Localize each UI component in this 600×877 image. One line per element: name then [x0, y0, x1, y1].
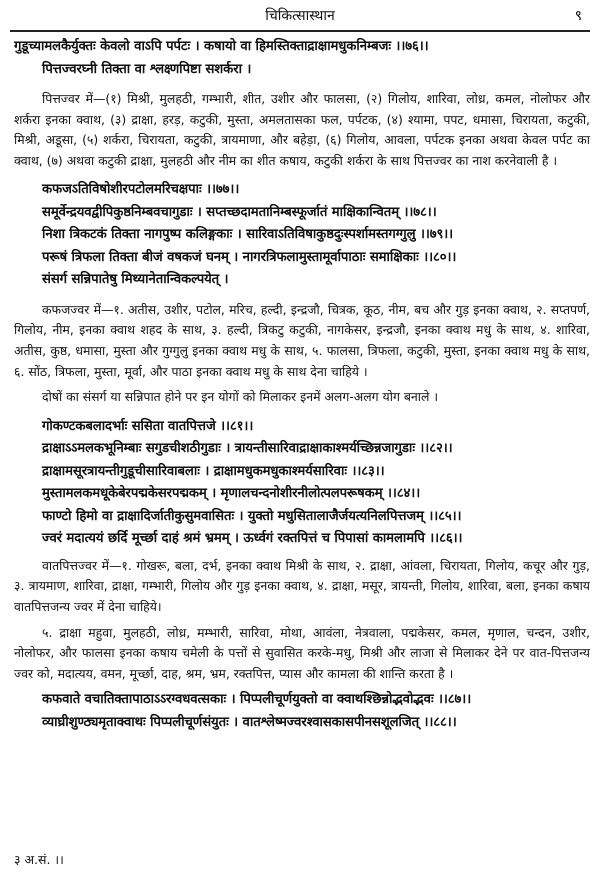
- commentary-paragraph: ५. द्राक्षा महुवा, मुलहठी, लोध्र, मम्भारी, सारिवा, मोथा, आवंला, नेत्रवाला, पद्मकेसर, कमल, मृणाल, चन्दन, उशीर, नोलोफर, और फालसा इनका कषाय चमेली के पत्तों से सुवासित करके-मधु, मिश्री और लाजा से मिलाकर देने पर वात-पित्तजन्य ज्वर को, मदात्यय, वमन, मूर्च्छा, दाह, श्रम, भ्रम, रक्तपित्त, प्यास और कामला की शान्ति करता है ।: [14, 624, 590, 681]
- verse-line: निशा त्रिकटकं तिक्ता नागपुष्प कलिङ्गकाः । सारिवाऽतिविषाकुष्ठदुःस्पर्शामस्तगग्गुलु ।।७९।।: [42, 227, 454, 243]
- verse-line: परूषं त्रिफला तिक्ता बीजं वषकजं घनम् । नागरत्रिफलामुस्तामूर्वापाठाः समाक्षिकाः ।।८०।।: [42, 249, 457, 265]
- header-rule: [10, 30, 590, 32]
- verse-line: व्याघ्रीशुण्ठ्यमृताक्वाथः पिप्पलीचूर्णसंयुतः । वातश्लेष्मज्वरश्वासकासपीनसशूलजित् ।।८८।।: [42, 714, 457, 730]
- verse-line: गोकण्टकबलादर्भाः ससिता वातपित्तजे ।।८१।।: [42, 418, 254, 434]
- verse-line: ज्वरं मदात्ययं छर्दि मूर्च्छा दाहं श्रमं भ्रमम् । ऊर्ध्वगं रक्तपित्तं च पिपासां कामलामपि ।।८६।।: [42, 531, 463, 547]
- verse-line: संसर्ग सन्निपातेषु मिथ्यानेतान्विकल्पयेत् ।: [42, 272, 229, 288]
- verse-line: द्राक्षाऽऽमलकभूनिम्बाः सगुडचीशठीगुडाः । त्रायन्तीसारिवाद्राक्षाकाश्मर्यच्छिन्नजागुडाः ।।८२।।: [42, 441, 453, 457]
- chapter-title: चिकित्सास्थान: [265, 8, 335, 24]
- verse-line: फाण्टो हिमो वा द्राक्षादिर्जातीकुसुमवासितः । युक्तो मधुसितालाजैर्जयत्यनिलपित्तजम् ।।८५।।: [42, 508, 462, 524]
- verse-line: मुस्तामलकमधूकेबेरपद्मकेसरपद्मकम् । मृणालचन्दनोशीरनीलोत्पलपरूषकम् ।।८४।।: [42, 486, 421, 502]
- page-header: [0, 4, 600, 30]
- commentary-paragraph: वातपित्तज्वर में—१. गोखरू, बला, दर्भ, इनका क्वाथ मिश्री के साथ, २. द्राक्षा, आंवला, चिरायता, गिलोय, कचूर और गुड़, ३. त्रायमाण, शारिवा, द्राक्षा, गम्भारी, गिलोय और गुड़ इनका क्वाथ, ४. द्राक्षा, मसूर, त्रायन्ती, गिलोय, शारिवा, बला, इनका कषाय वातपित्तजन्य ज्वर में देना चाहिये।: [14, 557, 590, 615]
- commentary-paragraph: दोषों का संसर्ग या सन्निपात होने पर इन योगों को मिलाकर इनमें अलग-अलग योग बनाले ।: [42, 389, 439, 405]
- verse-line: कफवाते वचातिक्तापाठाऽऽरग्वधवत्सकाः । पिप्पलीचूर्णयुक्तो वा क्वाथश्छिन्नोद्भवोद्भवः ।।८७।।: [42, 692, 472, 708]
- verse-line: कफजऽतिविषोशीरपटोलमरिचक्षपाः ।।७७।।: [42, 182, 240, 198]
- footer-note: ३ अ.सं. ।।: [14, 852, 64, 867]
- verse-line: द्राक्षामसूरत्रायन्तीगुडूचीसारिवाबलाः । द्राक्षामधुकमधुकाश्मर्यसारिवाः ।।८३।।: [42, 463, 385, 479]
- commentary-paragraph: पित्तज्वर में—(१) मिश्री, मुलहठी, गम्भारी, शीत, उशीर और फालसा, (२) गिलोय, शारिवा, लोध्र, कमल, नोलोफर और शर्करा इनका क्वाथ, (३) द्राक्षा, हरड़, कटुकी, मुस्ता, अमलतासका फल, पर्पटक, (४) श्यामा, पपट, धमासा, चिरायता, कटुकी, मिश्री, अडूसा, (५) शर्करा, चिरायता, कटुकी, त्रायमाणा, और बहेड़ा, (६) गिलोय, आवला, पर्पटक इनका अथवा केवल पर्पट का क्वाथ, (७) अथवा कटुकी द्राक्षा, मुलहठी और नीम का शीत कषाय, कटुकी शर्करा के साथ पित्तज्वर का नाश करनेवाली है ।: [14, 91, 590, 168]
- verse-line: समूर्वेन्द्रयवद्वीपिकुष्ठनिम्बवचागुडाः । सप्तच्छदामतानिम्बस्फूर्जातं माक्षिकान्वितम् ।।७८।।: [42, 204, 437, 220]
- commentary-paragraph: कफजज्वर में—१. अतीस, उशीर, पटोल, मरिच, हल्दी, इन्द्रजौ, चित्रक, कूठ, नीम, बच और गुड़ इनका क्वाथ, २. सप्तपर्ण, गिलोय, नीम, इनका क्वाथ शहद के साथ, ३. हल्दी, त्रिकटु कटुकी, नागकेसर, इन्द्रजौ, इनका क्वाथ मधु के साथ, ४. शारिवा, अतीस, कुष्ठ, धमासा, मुस्ता और गुग्गुलु इनका क्वाथ मधु के साथ, ५. फालसा, त्रिफला, कटुकी, मुस्ता, इनका क्वाथ मधु के साथ, ६. सोंठ, त्रिफला, मुस्ता, मूर्वा, और पाठा इनका क्वाथ मधु के साथ देना चाहिये ।: [14, 301, 590, 379]
- page-number: ९: [574, 8, 582, 24]
- page-body: [14, 36, 590, 734]
- verse-line: पित्तज्वरघ्नी तिक्ता वा श्लक्ष्णपिष्टा सशर्करा ।: [42, 61, 252, 77]
- verse-line: गुडूच्यामलकैर्युक्तः केवलो वाऽपि पर्पटः । कषायो वा हिमस्तिक्ताद्राक्षामधुकनिम्बजः ।।७६।।: [14, 39, 429, 54]
